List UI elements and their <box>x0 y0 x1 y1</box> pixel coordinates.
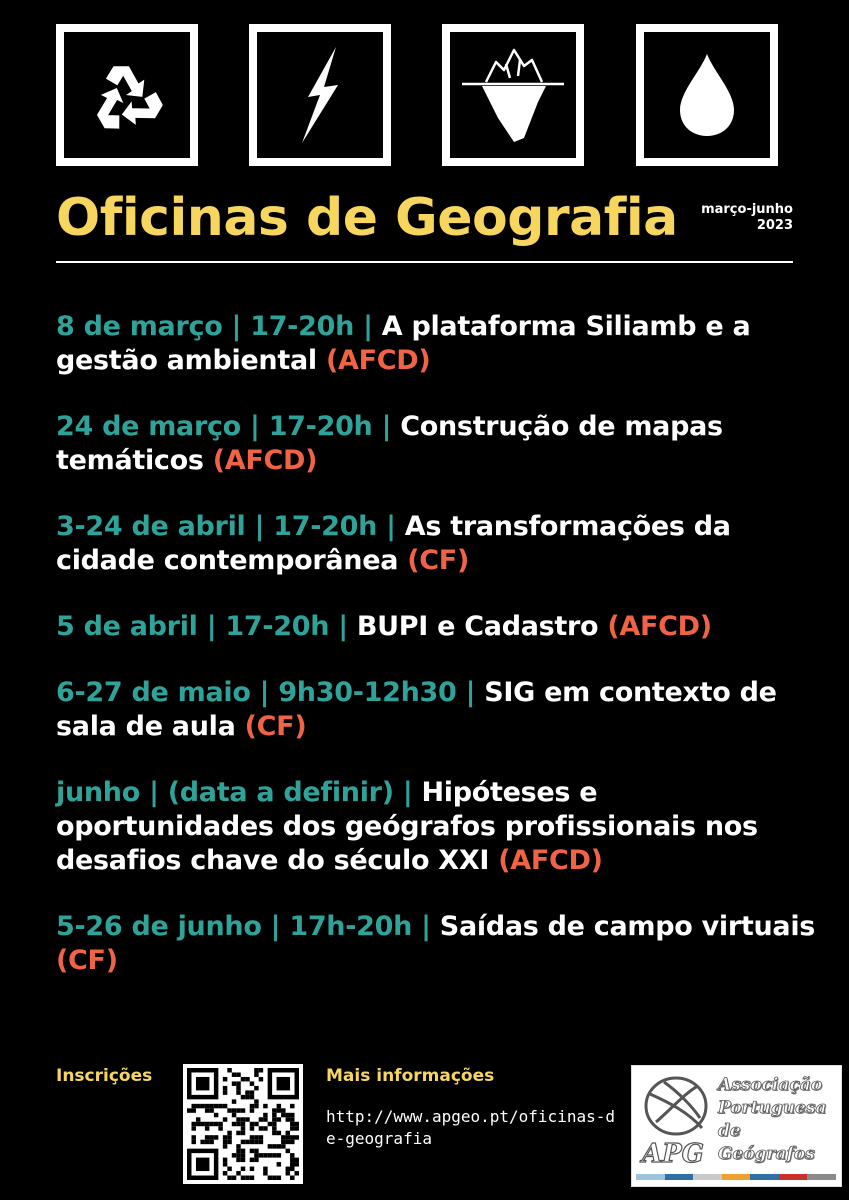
event-org: (CF) <box>56 945 118 976</box>
event-item <box>56 910 816 978</box>
event-title: As transformações da cidade contemporânea <box>56 511 731 576</box>
event-when: 5-26 de junho | 17h-20h | <box>56 911 440 942</box>
date-range-year: 2023 <box>756 218 793 233</box>
lightning-icon-box <box>249 24 391 166</box>
water-drop-icon-box <box>636 24 778 166</box>
apg-logo <box>631 1065 842 1187</box>
iceberg-icon <box>458 40 568 150</box>
qr-code-icon <box>183 1064 303 1184</box>
recycle-icon-box <box>56 24 198 166</box>
event-org: (AFCD) <box>498 845 603 876</box>
date-range-months: março-junho <box>701 202 793 217</box>
event-org: (AFCD) <box>212 445 318 476</box>
event-when: 5 de abril | 17-20h | <box>56 611 357 642</box>
signup-label: Inscrições <box>56 1066 153 1086</box>
more-info-label: Mais informações <box>326 1066 495 1086</box>
page-title: Oficinas de Geografia <box>56 188 678 248</box>
event-org: (CF) <box>244 711 307 742</box>
logo-name-line: Portuguesa <box>718 1098 827 1118</box>
more-info-link[interactable]: http://www.apgeo.pt/oficinas-de-geografia <box>326 1107 615 1148</box>
event-item <box>56 510 816 578</box>
event-title: Construção de mapas temáticos <box>56 411 723 476</box>
event-when: 8 de março | 17-20h | <box>56 311 382 342</box>
date-range <box>701 202 793 234</box>
event-item <box>56 610 816 644</box>
logo-color-stripe <box>636 1174 836 1180</box>
recycle-icon <box>79 47 175 143</box>
logo-name-line: Associação <box>718 1075 823 1095</box>
event-title: BUPI e Cadastro <box>356 611 608 642</box>
water-drop-icon <box>672 50 742 140</box>
event-title: Saídas de campo virtuais <box>439 911 816 942</box>
title-divider <box>56 261 793 263</box>
event-when: 6-27 de maio | 9h30-12h30 | <box>56 677 485 708</box>
logo-name <box>718 1074 836 1166</box>
iceberg-icon-box <box>442 24 584 166</box>
event-item <box>56 676 816 744</box>
lightning-icon <box>290 45 350 145</box>
logo-name-line: de Geógrafos <box>718 1121 815 1164</box>
signup-qr-code[interactable] <box>183 1064 303 1184</box>
event-item <box>56 310 816 378</box>
logo-initials: APG <box>642 1139 704 1169</box>
event-item <box>56 776 816 878</box>
event-title: SIG em contexto de sala de aula <box>56 677 777 742</box>
apg-globe-icon <box>638 1072 718 1172</box>
event-title: Hipóteses e oportunidades dos geógrafos profissionais nos desafios chave do século XXI <box>56 777 758 876</box>
event-org: (AFCD) <box>325 345 431 376</box>
event-item <box>56 410 816 478</box>
event-org: (AFCD) <box>607 611 712 642</box>
event-when: junho | (data a definir) | <box>56 777 422 808</box>
event-when: 24 de março | 17-20h | <box>56 411 401 442</box>
event-when: 3-24 de abril | 17-20h | <box>56 511 405 542</box>
event-title: A plataforma Siliamb e a gestão ambiental <box>56 311 751 376</box>
event-org: (CF) <box>407 545 469 576</box>
